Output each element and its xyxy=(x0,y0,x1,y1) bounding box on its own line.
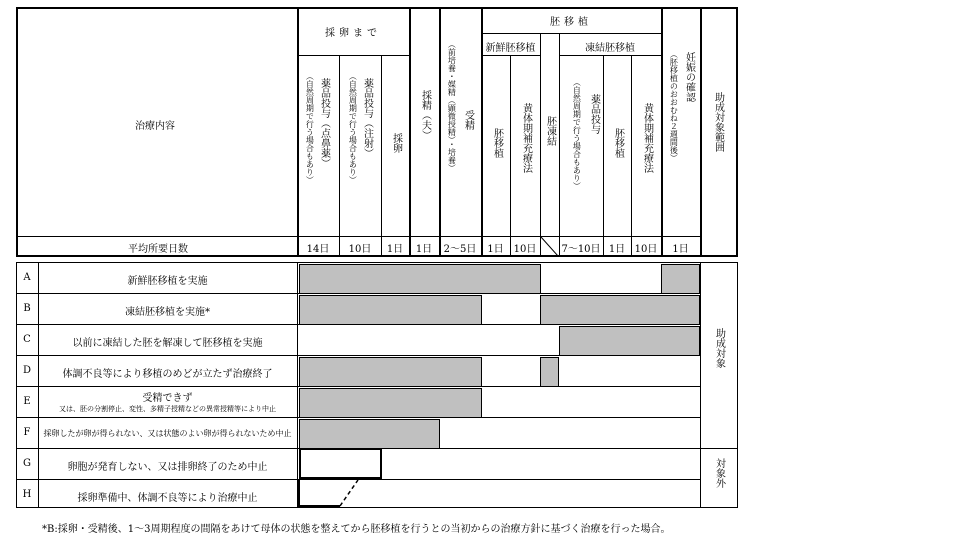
timeline-bar xyxy=(299,357,482,387)
na-slash xyxy=(540,236,559,257)
col-preg-note: （胚移植のおおむね２週間後） xyxy=(669,50,679,162)
timeline-bar-empty xyxy=(299,448,382,479)
col-sperm: 採精（夫） xyxy=(419,90,431,140)
group-transfer: 胚移植 xyxy=(550,17,592,28)
col-transfer2: 胚移植 xyxy=(612,128,624,158)
row-letter: C xyxy=(23,334,31,345)
row-desc: 卵胞が発育しない、又は排卵終了のため中止 xyxy=(67,462,268,473)
row-letter: E xyxy=(23,396,31,407)
days-cell: 7〜10日 xyxy=(561,244,601,255)
col-transfer1: 胚移植 xyxy=(491,128,503,158)
timeline-bar xyxy=(559,326,700,356)
col-fert-note: （前培養・媒精（顕微授精）・培養） xyxy=(447,40,457,172)
row-letter: H xyxy=(22,489,32,500)
row-desc: 採卵したが卵が得られない、又は状態のよい卵が得られないため中止 xyxy=(43,429,292,438)
col-egg: 採卵 xyxy=(390,133,402,153)
row-letter: A xyxy=(23,272,31,283)
col-nasal-note: （自然周期で行う場合もあり） xyxy=(305,72,315,184)
row-letter: G xyxy=(23,458,31,469)
timeline-bar xyxy=(299,264,541,294)
sub-fresh: 新鮮胚移植 xyxy=(485,43,536,54)
treatment-label: 治療内容 xyxy=(135,121,175,132)
timeline-bar xyxy=(540,295,700,325)
days-cell: 1日 xyxy=(386,244,404,255)
col-injection: 薬品投与（注射） xyxy=(361,78,373,158)
row-desc: 採卵準備中、体調不良等により治療中止 xyxy=(77,493,258,504)
row-desc: 以前に凍結した胚を解凍して胚移植を実施 xyxy=(72,338,263,349)
footnote: *B:採卵・受精後、1〜3周期程度の間隔をあけて母体の状態を整えてから胚移植を行うとの当初からの治療方針に基づく治療を行った場合。 xyxy=(42,524,671,535)
timeline-bar xyxy=(661,264,700,294)
days-cell: 1日 xyxy=(608,244,626,255)
days-cell: 1日 xyxy=(672,244,689,255)
timeline-bar-partial xyxy=(298,479,362,508)
days-label: 平均所要日数 xyxy=(128,244,188,255)
col-drug3-note: （自然周期で行う場合もあり） xyxy=(572,78,582,190)
timeline-bar xyxy=(299,388,482,418)
row-desc-sub: 又は、胚の分割停止、変性、多精子授精などの異常授精等により中止 xyxy=(59,405,276,413)
col-luteal1: 黄体期補充療法 xyxy=(520,103,532,173)
timeline-bar xyxy=(299,295,482,325)
days-cell: 1日 xyxy=(487,244,504,255)
row-desc: 凍結胚移植を実施* xyxy=(125,307,210,318)
col-drug3: 薬品投与 xyxy=(588,94,600,134)
days-cell: 10日 xyxy=(634,244,658,255)
col-luteal2: 黄体期補充療法 xyxy=(641,103,653,173)
col-freeze: 胚凍結 xyxy=(544,116,556,146)
row-desc: 受精できず xyxy=(142,393,193,404)
timeline-bar xyxy=(299,419,440,449)
col-injection-note: （自然周期で行う場合もあり） xyxy=(348,72,358,184)
scope-not-covered: 対象外 xyxy=(713,458,725,488)
row-letter: B xyxy=(23,303,31,314)
timeline-bar xyxy=(540,357,559,387)
group-until-egg: 採卵まで xyxy=(325,28,381,39)
col-nasal: 薬品投与（点鼻薬） xyxy=(318,78,330,168)
col-fert: 受精 xyxy=(462,110,474,130)
days-cell: 14日 xyxy=(306,244,330,255)
col-preg: 妊娠の確認 xyxy=(683,52,695,102)
sub-frozen: 凍結胚移植 xyxy=(585,43,635,54)
row-letter: D xyxy=(22,365,32,376)
row-desc: 新鮮胚移植を実施 xyxy=(127,276,208,287)
scope-covered: 助成対象 xyxy=(713,328,725,368)
col-scope: 助成対象範囲 xyxy=(712,92,724,152)
days-cell: 10日 xyxy=(513,244,537,255)
days-cell: 1日 xyxy=(415,244,433,255)
days-cell: 10日 xyxy=(348,244,372,255)
days-cell: 2〜5日 xyxy=(443,244,477,255)
row-desc: 体調不良等により移植のめどが立たず治療終了 xyxy=(62,369,273,380)
row-letter: F xyxy=(23,427,31,438)
